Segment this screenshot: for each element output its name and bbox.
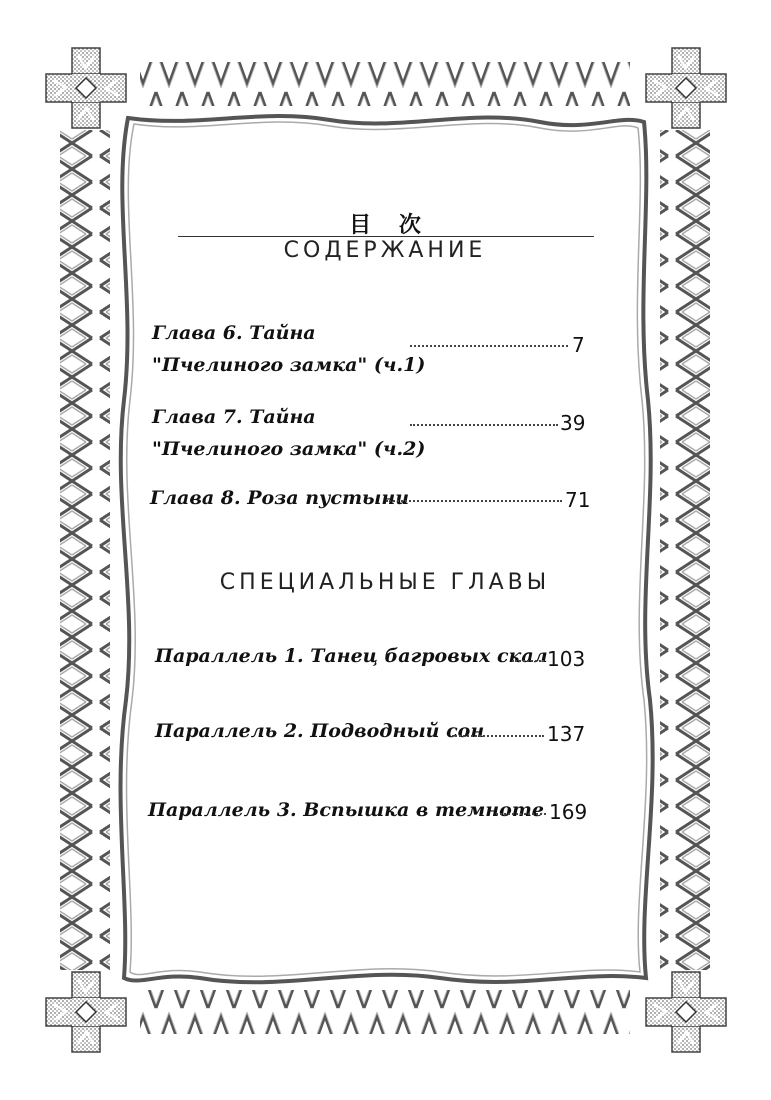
- leader-dots: [512, 660, 544, 662]
- toc-entry-title: Глава 8. Роза пустыни: [150, 487, 410, 509]
- toc-entry-parallel-2[interactable]: [155, 715, 484, 747]
- toc-entry-subtitle: "Пчелиного замка" (ч.1): [152, 354, 426, 376]
- page-number: 169: [549, 800, 588, 824]
- toc-entry-title: Параллель 2. Подводный сон: [155, 720, 485, 742]
- special-chapters-heading: СПЕЦИАЛЬНЫЕ ГЛАВЫ: [219, 570, 551, 595]
- japanese-title: 目 次: [349, 213, 431, 238]
- toc-entry-title: Параллель 1. Танец багровых скал: [155, 645, 548, 667]
- page-number: 39: [560, 411, 586, 435]
- leader-dots: [496, 813, 546, 815]
- page-number: 103: [547, 647, 586, 671]
- toc-entry-chapter-6[interactable]: [152, 317, 425, 381]
- leader-dots: [410, 424, 558, 426]
- title-divider: [178, 236, 594, 237]
- toc-entry-chapter-8[interactable]: [150, 482, 409, 514]
- leader-dots: [452, 735, 544, 737]
- toc-entry-chapter-7[interactable]: [152, 401, 425, 465]
- toc-entry-subtitle: "Пчелиного замка" (ч.2): [152, 438, 426, 460]
- page-number: 137: [547, 722, 586, 746]
- toc-entry-title: Параллель 3. Вспышка в темноте: [148, 799, 544, 821]
- page-number: 71: [565, 488, 591, 512]
- toc-entry-title: Глава 7. Тайна: [152, 406, 316, 428]
- leader-dots: [386, 500, 562, 502]
- toc-entry-parallel-1[interactable]: [155, 640, 548, 672]
- leader-dots: [410, 345, 568, 347]
- toc-entry-title: Глава 6. Тайна: [152, 322, 316, 344]
- toc-entry-parallel-3[interactable]: [148, 794, 544, 826]
- page-number: 7: [572, 333, 585, 357]
- page-title: СОДЕРЖАНИЕ: [283, 238, 487, 263]
